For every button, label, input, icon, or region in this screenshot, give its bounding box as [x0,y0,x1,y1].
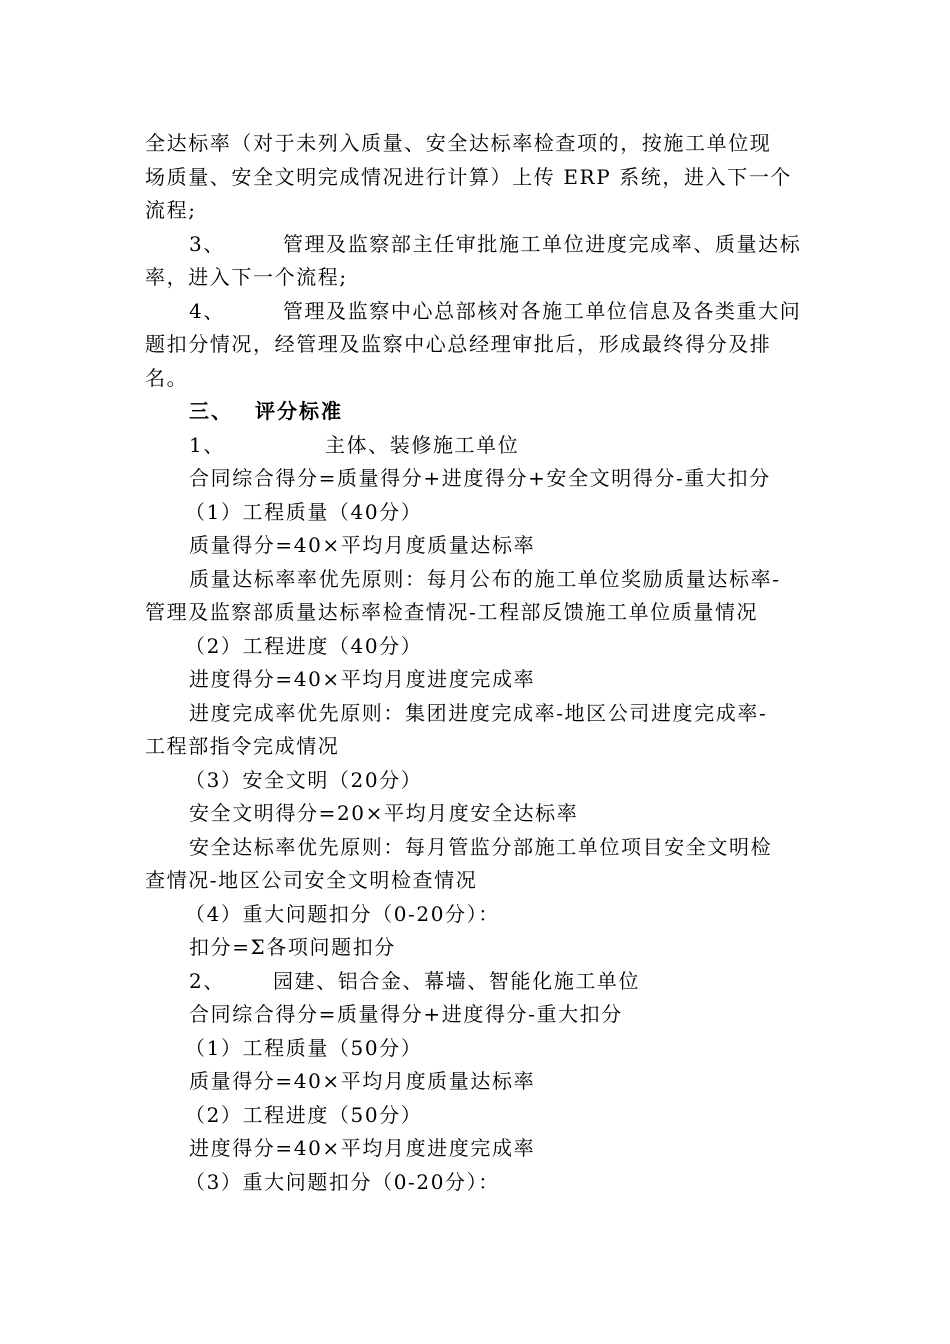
paragraph-line: 查情况-地区公司安全文明检查情况 [145,868,478,892]
section-title: 评分标准 [255,399,343,423]
item-heading: （2）工程进度（40分） [185,633,423,658]
formula-line: 进度得分=40×平均月度进度完成率 [189,667,536,691]
item-heading: （2）工程进度（50分） [185,1102,423,1127]
item-heading: （1）工程质量（40分） [185,499,423,524]
subsection-2-text: 园建、铝合金、幕墙、智能化施工单位 [272,968,641,993]
paragraph-line: 流程; [145,198,197,222]
formula-line: 质量得分=40×平均月度质量达标率 [189,1069,536,1093]
subsection-1-text: 主体、装修施工单位 [324,432,520,457]
paragraph-line: 题扣分情况，经管理及监察中心总经理审批后，形成最终得分及排 [145,332,772,356]
formula-line: 质量得分=40×平均月度质量达标率 [189,533,536,557]
item-heading: （1）工程质量（50分） [185,1035,423,1060]
document-page [145,127,815,1199]
item-heading: （3）安全文明（20分） [185,767,423,792]
formula-line: 合同综合得分=质量得分+进度得分+安全文明得分-重大扣分 [189,466,771,490]
paragraph-line: 名。 [145,365,189,390]
item-heading: （3）重大问题扣分（0-20分）： [185,1169,500,1194]
paragraph-line: 进度完成率优先原则：集团进度完成率-地区公司进度完成率- [189,700,768,725]
section-number: 三、 [189,399,233,423]
step-4-number: 4、 [189,298,225,323]
formula-line: 进度得分=40×平均月度进度完成率 [189,1136,536,1160]
step-3-line [145,228,815,262]
paragraph-line: 安全达标率优先原则：每月管监分部施工单位项目安全文明检 [189,834,773,859]
formula-line: 安全文明得分=20×平均月度安全达标率 [189,801,579,825]
item-heading: （4）重大问题扣分（0-20分）： [185,901,500,926]
subsection-1-title [145,429,815,463]
step-3-text: 管理及监察部主任审批施工单位进度完成率、质量达标 [282,231,802,256]
formula-line: 扣分=Σ各项问题扣分 [189,935,396,959]
subsection-1-number: 1、 [189,432,225,457]
step-4-line [145,295,815,329]
paragraph-line: 工程部指令完成情况 [145,734,340,758]
step-4-text: 管理及监察中心总部核对各施工单位信息及各类重大问 [282,298,802,323]
paragraph-line: 管理及监察部质量达标率检查情况-工程部反馈施工单位质量情况 [145,600,759,624]
step-3-number: 3、 [189,231,225,256]
formula-line: 合同综合得分=质量得分+进度得分-重大扣分 [189,1002,623,1026]
subsection-2-number: 2、 [189,968,225,993]
paragraph-line: 率，进入下一个流程; [145,265,348,289]
paragraph-line: 质量达标率率优先原则：每月公布的施工单位奖励质量达标率- [189,566,781,591]
paragraph-line: 全达标率（对于未列入质量、安全达标率检查项的，按施工单位现 [145,131,772,155]
paragraph-line: 场质量、安全文明完成情况进行计算）上传 ERP 系统，进入下一个 [145,164,793,189]
subsection-2-title [145,965,815,999]
section-heading [145,395,815,429]
